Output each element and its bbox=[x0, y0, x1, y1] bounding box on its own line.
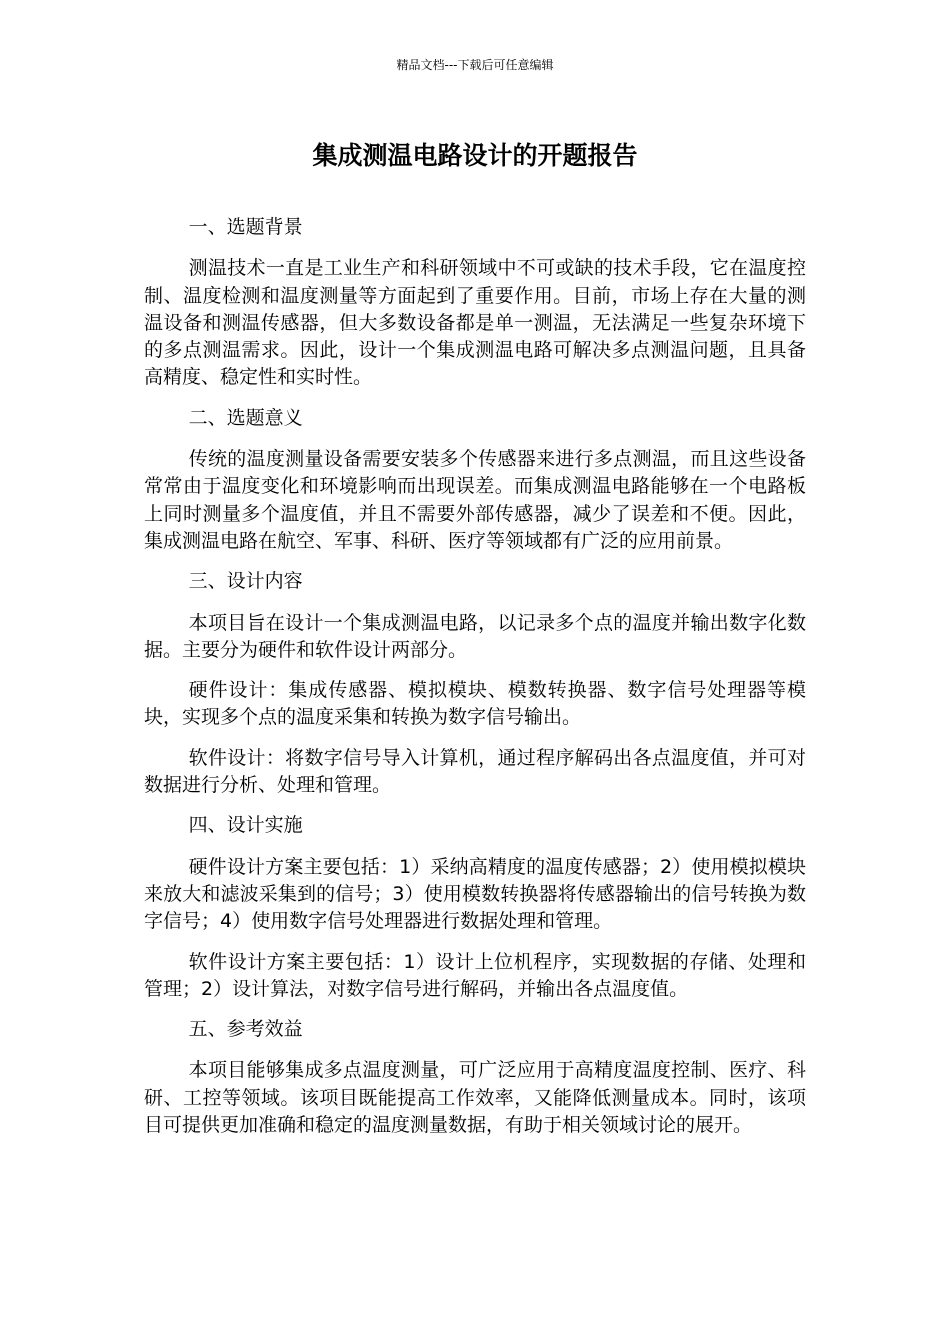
section-heading-benefits: 五、参考效益 bbox=[188, 1018, 303, 1041]
paragraph-software-plan: 软件设计方案主要包括：1）设计上位机程序，实现数据的存储、处理和管理；2）设计算法，对数字信号进行解码，并输出各点温度值。 bbox=[144, 950, 806, 1000]
section-heading-background: 一、选题背景 bbox=[188, 216, 303, 238]
paragraph-software-design: 软件设计：将数字信号导入计算机，通过程序解码出各点温度值，并可对数据进行分析、处理和管理。 bbox=[144, 746, 806, 797]
paragraph-benefits: 本项目能够集成多点温度测量，可广泛应用于高精度温度控制、医疗、科研、工控等领域。该项目既能提高工作效率，又能降低测量成本。同时，该项目可提供更加准确和稳定的温度测量数据，有助于相关领域讨论的展开。 bbox=[144, 1059, 806, 1137]
page-title: 集成测温电路设计的开题报告 bbox=[312, 141, 638, 170]
paragraph-hardware-design: 硬件设计：集成传感器、模拟模块、模数转换器、数字信号处理器等模块，实现多个点的温度采集和转换为数字信号输出。 bbox=[144, 679, 806, 729]
section-heading-implementation: 四、设计实施 bbox=[188, 814, 303, 837]
paragraph-design-content: 本项目旨在设计一个集成测温电路，以记录多个点的温度并输出数字化数据。主要分为硬件和软件设计两部分。 bbox=[144, 611, 806, 661]
document-body bbox=[144, 214, 806, 1152]
header-note: 精品文档---下载后可任意编辑 bbox=[396, 58, 554, 72]
paragraph-background: 测温技术一直是工业生产和科研领域中不可或缺的技术手段，它在温度控制、温度检测和温度测量等方面起到了重要作用。目前，市场上存在大量的测温设备和测温传感器，但大多数设备都是单一测温，无法满足一些复杂环境下的多点测温需求。因此，设计一个集成测温电路可解决多点测温问题，且具备高精度、稳定性和实时性。 bbox=[144, 257, 806, 389]
paragraph-significance: 传统的温度测量设备需要安装多个传感器来进行多点测温，而且这些设备常常由于温度变化和环境影响而出现误差。而集成测温电路能够在一个电路板上同时测量多个温度值，并且不需要外部传感器，减少了误差和不便。因此，集成测温电路在航空、军事、科研、医疗等领域都有广泛的应用前景。 bbox=[144, 448, 806, 552]
section-heading-significance: 二、选题意义 bbox=[188, 406, 303, 429]
paragraph-hardware-plan: 硬件设计方案主要包括：1）采纳高精度的温度传感器；2）使用模拟模块来放大和滤波采集到的信号；3）使用模数转换器将传感器输出的信号转换为数字信号；4）使用数字信号处理器进行数据处理和管理。 bbox=[144, 855, 806, 933]
section-heading-design-content: 三、设计内容 bbox=[188, 570, 303, 593]
